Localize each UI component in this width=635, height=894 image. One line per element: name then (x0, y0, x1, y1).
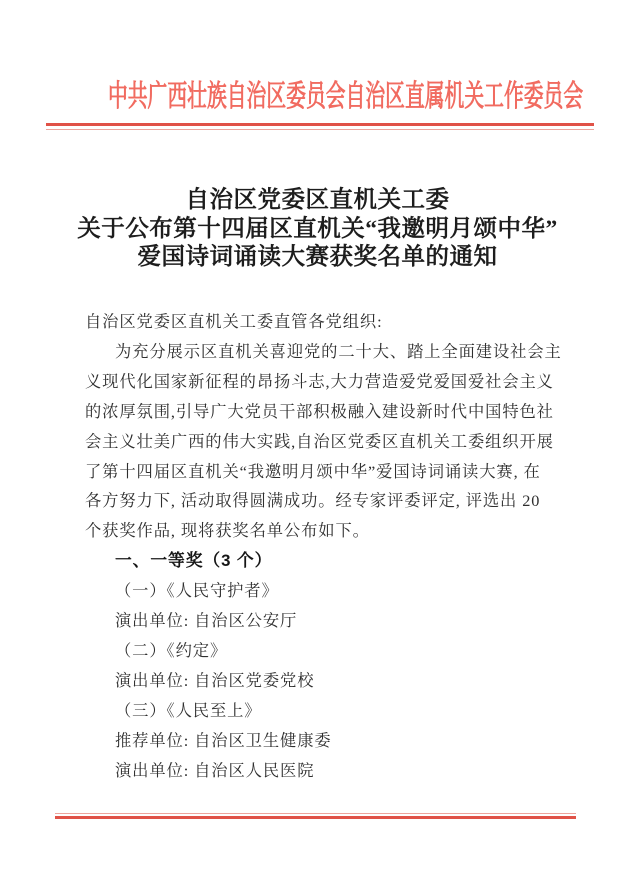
header-org-name: 中共广西壮族自治区委员会自治区直属机关工作委员会 (107, 80, 584, 113)
salutation-line: 自治区党委区直机关工委直管各党组织: (85, 312, 383, 331)
paragraph-line: 会主义壮美广西的伟大实践,自治区党委区直机关工委组织开展 (85, 431, 554, 451)
paragraph-line: 了第十四届区直机关“我邀明月颂中华”爱国诗词诵读大赛, 在 (85, 461, 541, 481)
title-line-2: 关于公布第十四届区直机关“我邀明月颂中华” (77, 215, 558, 242)
document-body (85, 307, 575, 786)
footer-separator-thick-line (55, 816, 576, 819)
paragraph-line: 各方努力下, 活动取得圆满成功。经专家评委评定, 评选出 20 (85, 491, 541, 511)
award-title-line: （三）《人民至上》 (115, 700, 262, 720)
award-unit-line: 演出单位: 自治区党委党校 (115, 670, 315, 690)
award-title-line: （二）《约定》 (115, 640, 228, 660)
header-separator-thick-line (46, 123, 594, 126)
award-unit-line: 演出单位: 自治区人民医院 (115, 760, 315, 780)
paragraph-line: 为充分展示区直机关喜迎党的二十大、踏上全面建设社会主 (115, 341, 562, 361)
award-title-line: （一）《人民守护者》 (115, 581, 279, 601)
section-heading-first-prize: 一、一等奖（3 个） (115, 551, 273, 571)
award-unit-line: 推荐单位: 自治区卫生健康委 (115, 730, 332, 750)
title-line-1: 自治区党委区直机关工委 (185, 187, 450, 213)
paragraph-line: 义现代化国家新征程的昂扬斗志,大力营造爱党爱国爱社会主义 (85, 371, 554, 391)
footer-separator-thin-line (55, 813, 576, 814)
title-line-3: 爱国诗词诵读大赛获奖名单的通知 (137, 244, 498, 271)
paragraph-line: 个获奖作品, 现将获奖名单公布如下。 (85, 521, 370, 541)
document-title (0, 186, 635, 272)
award-unit-line: 演出单位: 自治区公安厅 (115, 611, 298, 631)
paragraph-line: 的浓厚氛围,引导广大党员干部积极融入建设新时代中国特色社 (85, 401, 554, 421)
header-separator-thin-line (46, 129, 594, 130)
